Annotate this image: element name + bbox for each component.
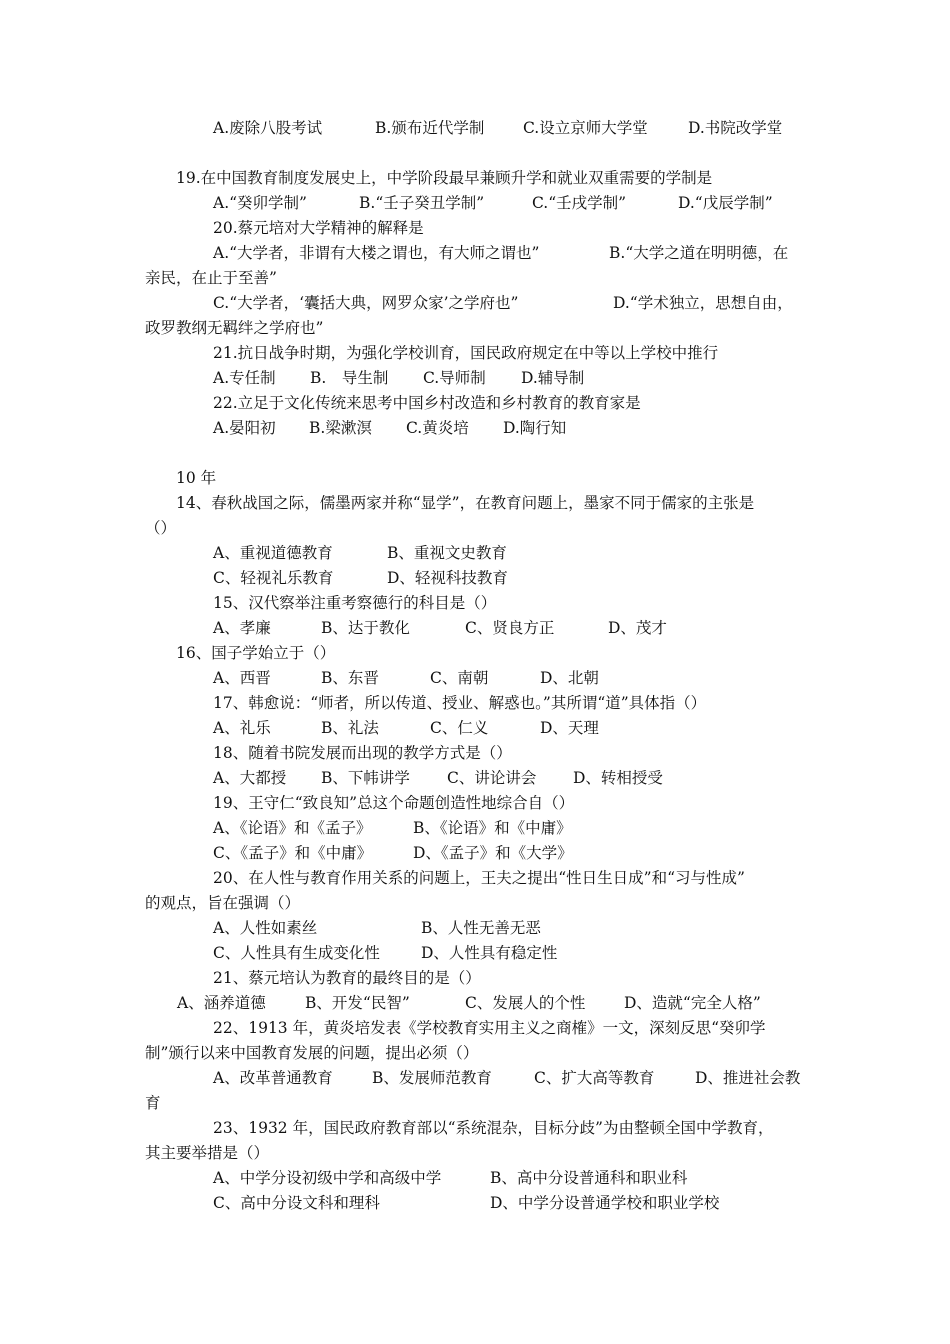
option-b: B、礼法 (321, 719, 379, 737)
option-c: C、南朝 (430, 669, 489, 687)
option-b: B.“壬子癸丑学制” (359, 194, 485, 212)
option-a: A、西晋 (213, 669, 271, 687)
option-a: A.专任制 (213, 369, 276, 387)
option-d: D、轻视科技教育 (387, 569, 508, 587)
option-c: C.导师制 (423, 369, 486, 387)
option-d: D.“戊辰学制” (678, 194, 773, 212)
option-d: D、茂才 (608, 619, 667, 637)
option-b: B、重视文史教育 (387, 544, 507, 562)
option-b: B、达于教化 (321, 619, 410, 637)
question-stem: 19.在中国教育制度发展史上，中学阶段最早兼顾升学和就业双重需要的学制是 (176, 169, 713, 187)
question-stem-continued: （） (145, 519, 177, 537)
option-d: D.“学术独立，思想自由， (613, 294, 793, 312)
option-b: B、东晋 (321, 669, 379, 687)
option-d: D、造就“完全人格” (624, 994, 761, 1012)
option-b: B、高中分设普通科和职业科 (490, 1169, 688, 1187)
option-a: A、改革普通教育 (213, 1069, 333, 1087)
option-a: A、涵养道德 (177, 994, 266, 1012)
option-a: A、孝廉 (213, 619, 271, 637)
option-c: C、仁义 (430, 719, 489, 737)
question-stem: 14、春秋战国之际，儒墨两家并称“显学”，在教育问题上，墨家不同于儒家的主张是 (176, 494, 755, 512)
question-stem: 17、韩愈说：“师者，所以传道、授业、解惑也。”其所谓“道”具体指（） (213, 694, 707, 712)
question-stem: 21.抗日战争时期，为强化学校训育，国民政府规定在中等以上学校中推行 (213, 344, 719, 362)
option-d: D、中学分设普通学校和职业学校 (490, 1194, 720, 1212)
option-c: C、《孟子》和《中庸》 (213, 844, 373, 862)
option-b: B、人性无善无恶 (421, 919, 541, 937)
question-stem-continued: 制”颁行以来中国教育发展的问题，提出必须（） (145, 1044, 479, 1062)
question-stem: 20.蔡元培对大学精神的解释是 (213, 219, 424, 237)
option-d: D、推进社会教 (695, 1069, 801, 1087)
option-b: B.“大学之道在明明德，在 (609, 244, 789, 262)
option-a: A.“癸卯学制” (213, 194, 307, 212)
question-stem: 18、随着书院发展而出现的教学方式是（） (213, 744, 512, 762)
question-stem-continued: 其主要举措是（） (145, 1144, 270, 1162)
option-c: C、贤良方正 (465, 619, 555, 637)
question-stem: 23、1932 年，国民政府教育部以“系统混杂，目标分歧”为由整顿全国中学教育， (213, 1119, 774, 1137)
section-heading: 10 年 (176, 469, 217, 487)
option-b: B. 导生制 (310, 369, 389, 387)
option-c: C、扩大高等教育 (534, 1069, 655, 1087)
option-a: A.废除八股考试 (213, 119, 323, 137)
option-d-continued: 政罗教纲无羁绊之学府也” (145, 319, 324, 337)
option-d: D.辅导制 (521, 369, 585, 387)
option-b: B、开发“民智” (305, 994, 410, 1012)
option-a: A、礼乐 (213, 719, 271, 737)
question-stem: 22、1913 年，黄炎培发表《学校教育实用主义之商榷》一文，深刻反思“癸卯学 (213, 1019, 766, 1037)
option-c: C、讲论讲会 (447, 769, 537, 787)
option-c: C、发展人的个性 (465, 994, 586, 1012)
question-stem: 20、在人性与教育作用关系的问题上，王夫之提出“性日生日成”和“习与性成” (213, 869, 745, 887)
question-stem: 15、汉代察举注重考察德行的科目是（） (213, 594, 497, 612)
question-stem: 16、国子学始立于（） (176, 644, 336, 662)
option-c: C、人性具有生成变化性 (213, 944, 380, 962)
option-d: D、人性具有稳定性 (421, 944, 558, 962)
option-a: A、《论语》和《孟子》 (213, 819, 372, 837)
option-c: C、高中分设文科和理科 (213, 1194, 380, 1212)
option-c: C.“大学者，‘囊括大典，网罗众家’之学府也” (213, 294, 519, 312)
option-b: B、下帏讲学 (321, 769, 410, 787)
option-c: C.设立京师大学堂 (523, 119, 648, 137)
option-c: C.黄炎培 (406, 419, 469, 437)
option-d: D、转相授受 (573, 769, 663, 787)
option-d: D、天理 (540, 719, 599, 737)
option-a: A、人性如素丝 (213, 919, 318, 937)
option-c: C.“壬戌学制” (532, 194, 627, 212)
option-a: A.“大学者，非谓有大楼之谓也，有大师之谓也” (213, 244, 540, 262)
question-stem: 21、蔡元培认为教育的最终目的是（） (213, 969, 481, 987)
option-a: A、中学分设初级中学和高级中学 (213, 1169, 442, 1187)
question-stem-continued: 的观点，旨在强调（） (145, 894, 301, 912)
option-a: A.晏阳初 (213, 419, 276, 437)
option-a: A、重视道德教育 (213, 544, 333, 562)
question-stem: 22.立足于文化传统来思考中国乡村改造和乡村教育的教育家是 (213, 394, 641, 412)
option-b: B.梁漱溟 (309, 419, 372, 437)
option-b: B、发展师范教育 (372, 1069, 492, 1087)
option-b: B、《论语》和《中庸》 (413, 819, 572, 837)
option-d: D、《孟子》和《大学》 (413, 844, 573, 862)
option-d: D、北朝 (540, 669, 599, 687)
option-a: A、大都授 (213, 769, 287, 787)
option-d: D.陶行知 (503, 419, 567, 437)
option-c: C、轻视礼乐教育 (213, 569, 334, 587)
option-d-continued: 育 (145, 1094, 161, 1112)
question-stem: 19、王守仁“致良知”总这个命题创造性地综合自（） (213, 794, 575, 812)
option-b: B.颁布近代学制 (375, 119, 485, 137)
option-d: D.书院改学堂 (688, 119, 783, 137)
option-b-continued: 亲民，在止于至善” (145, 269, 277, 287)
